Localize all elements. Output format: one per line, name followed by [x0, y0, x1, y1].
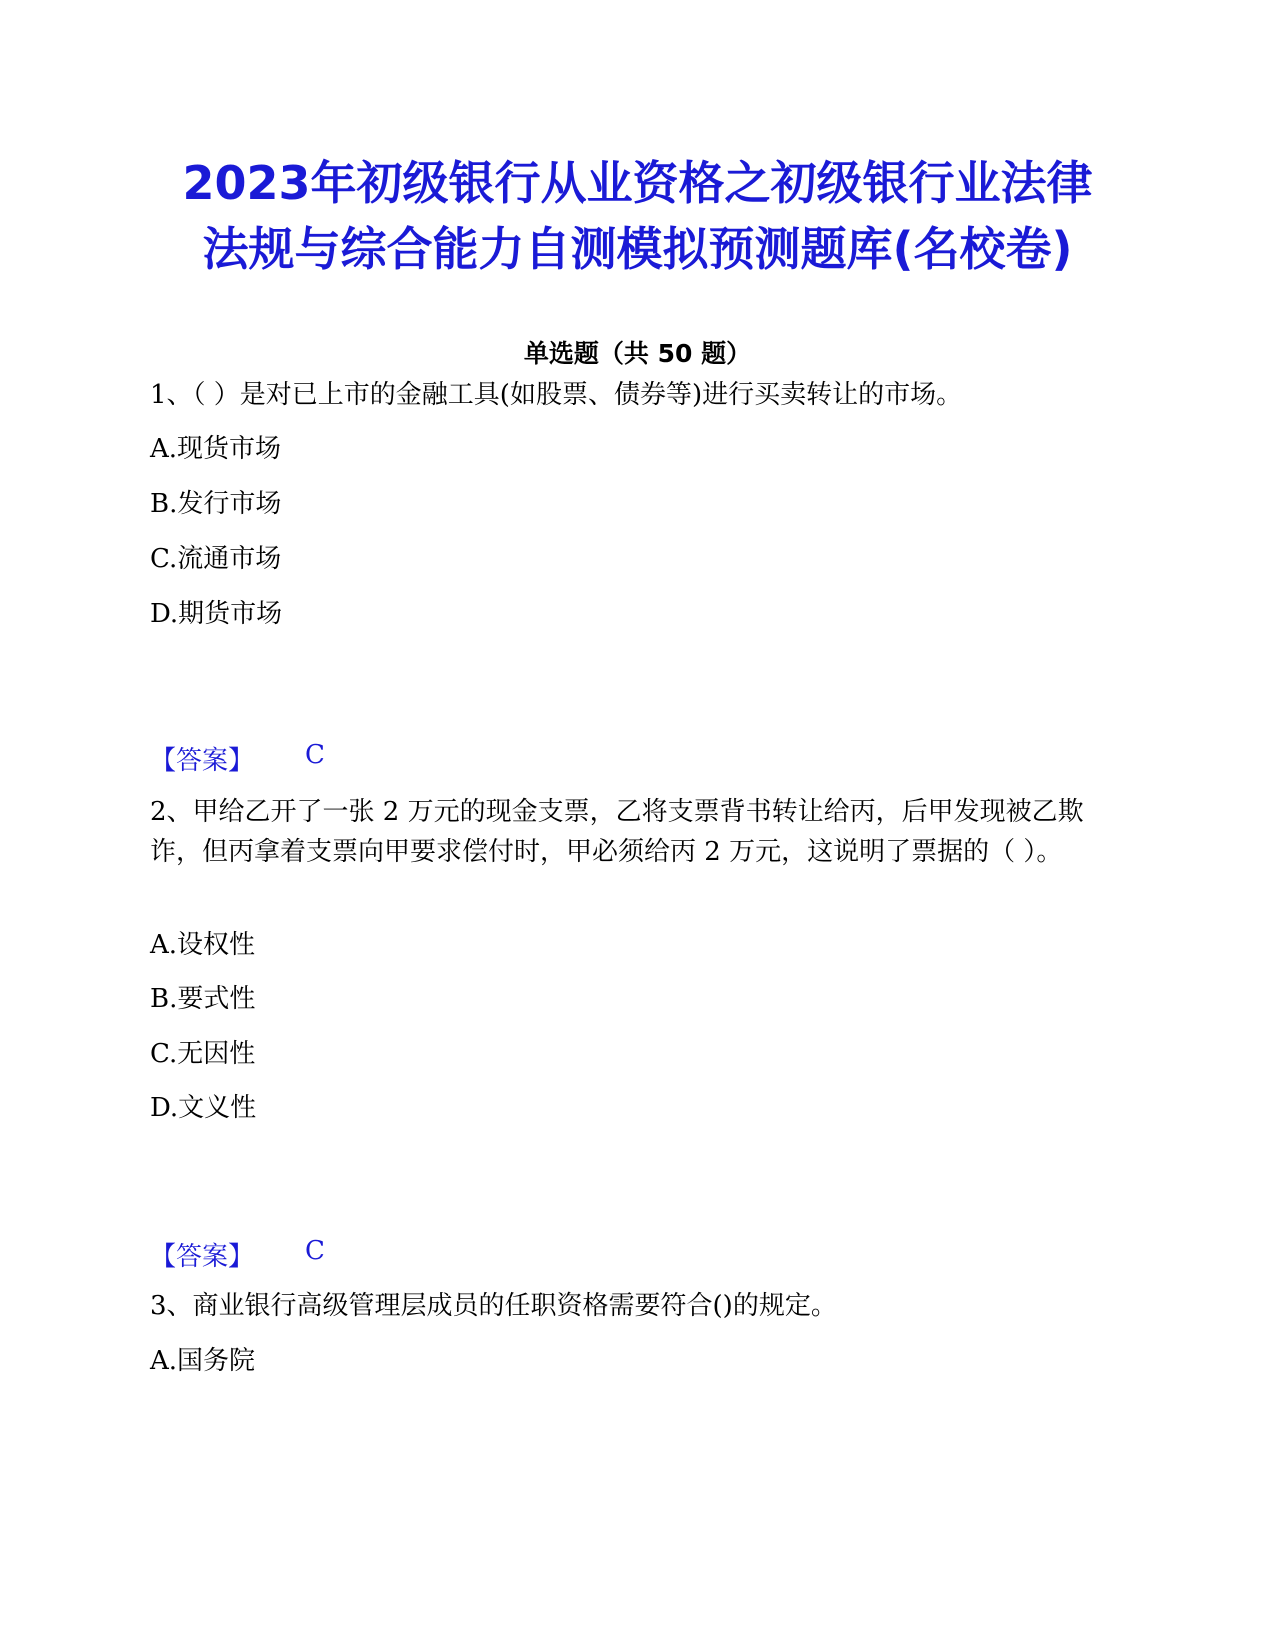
question-1-option-a: A.现货市场: [150, 434, 282, 464]
question-3-stem: 3、商业银行高级管理层成员的任职资格需要符合()的规定。: [150, 1291, 837, 1321]
question-1-answer-label: 【答案】: [150, 746, 255, 776]
section-heading: 单选题（共 50 题）: [523, 339, 752, 368]
question-2-stem: 2、甲给乙开了一张 2 万元的现金支票，乙将支票背书转让给丙，后甲发现被乙欺诈，但丙拿着支票向甲要求偿付时，甲必须给丙 2 万元，这说明了票据的（ ）。: [150, 797, 1084, 867]
document-title-line-2: 法规与综合能力自测模拟预测题库(名校卷): [202, 222, 1073, 276]
question-1-answer-value: C: [305, 740, 325, 770]
question-2-option-c: C.无因性: [150, 1039, 256, 1069]
question-2-option-b: B.要式性: [150, 984, 256, 1014]
question-2-option-d: D.文义性: [150, 1093, 257, 1123]
question-3-option-a: A.国务院: [150, 1346, 256, 1376]
question-1-option-d: D.期货市场: [150, 599, 283, 629]
document-title-line-1: 2023年初级银行从业资格之初级银行业法律: [182, 156, 1093, 210]
document-title: [140, 150, 1135, 282]
question-2-answer-label: 【答案】: [150, 1242, 255, 1272]
question-2-option-a: A.设权性: [150, 930, 256, 960]
question-2-answer-value: C: [305, 1236, 325, 1266]
question-1-option-b: B.发行市场: [150, 489, 282, 519]
question-1-option-c: C.流通市场: [150, 544, 282, 574]
question-1-stem: 1、（ ）是对已上市的金融工具(如股票、债券等)进行买卖转让的市场。: [150, 380, 963, 410]
